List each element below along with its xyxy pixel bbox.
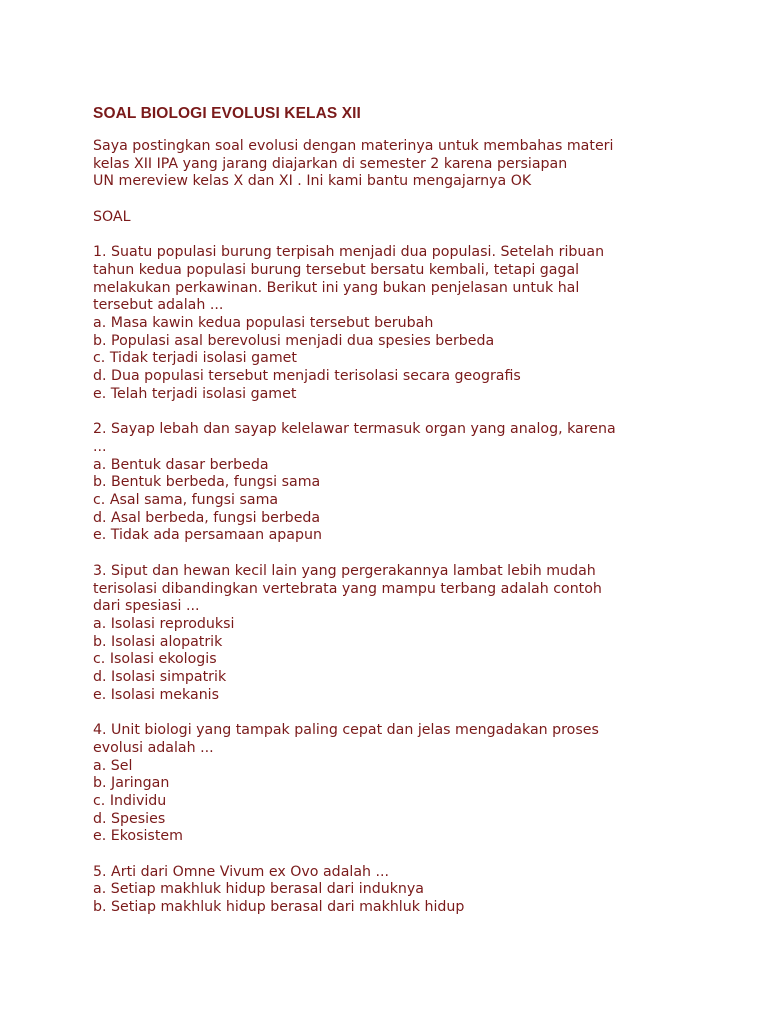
answer-options xyxy=(93,881,693,916)
answer-option: e. Ekosistem xyxy=(93,828,183,845)
answer-option: a. Setiap makhluk hidup berasal dari induknya xyxy=(93,881,425,898)
answer-option: b. Isolasi alopatrik xyxy=(93,633,223,650)
intro-line: UN mereview kelas X dan XI . Ini kami bantu mengajarnya OK xyxy=(93,173,532,190)
answer-option: a. Isolasi reproduksi xyxy=(93,615,235,632)
question-text-line: evolusi adalah ... xyxy=(93,739,214,756)
page-title: SOAL BIOLOGI EVOLUSI KELAS XII xyxy=(93,105,361,122)
answer-option: b. Setiap makhluk hidup berasal dari makhluk hidup xyxy=(93,899,465,916)
intro-line: Saya postingkan soal evolusi dengan materinya untuk membahas materi xyxy=(93,138,614,154)
answer-options xyxy=(93,758,693,847)
question-text-line: 5. Arti dari Omne Vivum ex Ovo adalah ... xyxy=(93,863,390,880)
question-text-line: 3. Siput dan hewan kecil lain yang pergerakannya lambat lebih mudah xyxy=(93,562,596,579)
answer-option: c. Tidak terjadi isolasi gamet xyxy=(93,350,297,367)
answer-option: c. Asal sama, fungsi sama xyxy=(93,492,279,509)
answer-option: d. Dua populasi tersebut menjadi terisolasi secara geografis xyxy=(93,368,521,385)
answer-option: b. Bentuk berbeda, fungsi sama xyxy=(93,474,321,491)
answer-option: c. Isolasi ekologis xyxy=(93,651,217,668)
answer-option: c. Individu xyxy=(93,792,167,809)
question-text-line: ... xyxy=(93,438,107,455)
question-text-line: 2. Sayap lebah dan sayap kelelawar termasuk organ yang analog, karena xyxy=(93,421,616,438)
question-3 xyxy=(93,563,693,705)
answer-option: e. Isolasi mekanis xyxy=(93,686,220,703)
question-text-line: 1. Suatu populasi burung terpisah menjadi dua populasi. Setelah ribuan xyxy=(93,244,605,261)
intro-line: kelas XII IPA yang jarang diajarkan di semester 2 karena persiapan xyxy=(93,155,568,172)
answer-option: e. Telah terjadi isolasi gamet xyxy=(93,385,297,402)
question-text-line: melakukan perkawinan. Berikut ini yang bukan penjelasan untuk hal xyxy=(93,279,580,296)
answer-options xyxy=(93,457,693,546)
answer-option: a. Bentuk dasar berbeda xyxy=(93,456,269,473)
answer-option: b. Populasi asal berevolusi menjadi dua spesies berbeda xyxy=(93,332,495,349)
question-text-line: dari spesiasi ... xyxy=(93,598,200,615)
question-text-line: tahun kedua populasi burung tersebut bersatu kembali, tetapi gagal xyxy=(93,261,580,278)
question-4 xyxy=(93,722,693,846)
section-heading: SOAL xyxy=(93,208,131,225)
answer-options xyxy=(93,315,693,404)
answer-option: b. Jaringan xyxy=(93,775,170,792)
question-5 xyxy=(93,864,693,917)
answer-option: a. Masa kawin kedua populasi tersebut berubah xyxy=(93,315,434,331)
answer-option: d. Isolasi simpatrik xyxy=(93,669,227,686)
answer-option: d. Spesies xyxy=(93,810,166,827)
answer-option: a. Sel xyxy=(93,757,133,774)
question-2 xyxy=(93,421,693,545)
question-text-line: terisolasi dibandingkan vertebrata yang mampu terbang adalah contoh xyxy=(93,580,602,597)
answer-option: d. Asal berbeda, fungsi berbeda xyxy=(93,509,321,526)
question-text-line: 4. Unit biologi yang tampak paling cepat dan jelas mengadakan proses xyxy=(93,722,599,739)
intro-paragraph xyxy=(93,138,693,191)
question-text-line: tersebut adalah ... xyxy=(93,297,224,314)
answer-option: e. Tidak ada persamaan apapun xyxy=(93,527,322,544)
answer-options xyxy=(93,616,693,705)
document-page xyxy=(93,104,693,935)
question-1 xyxy=(93,244,693,403)
